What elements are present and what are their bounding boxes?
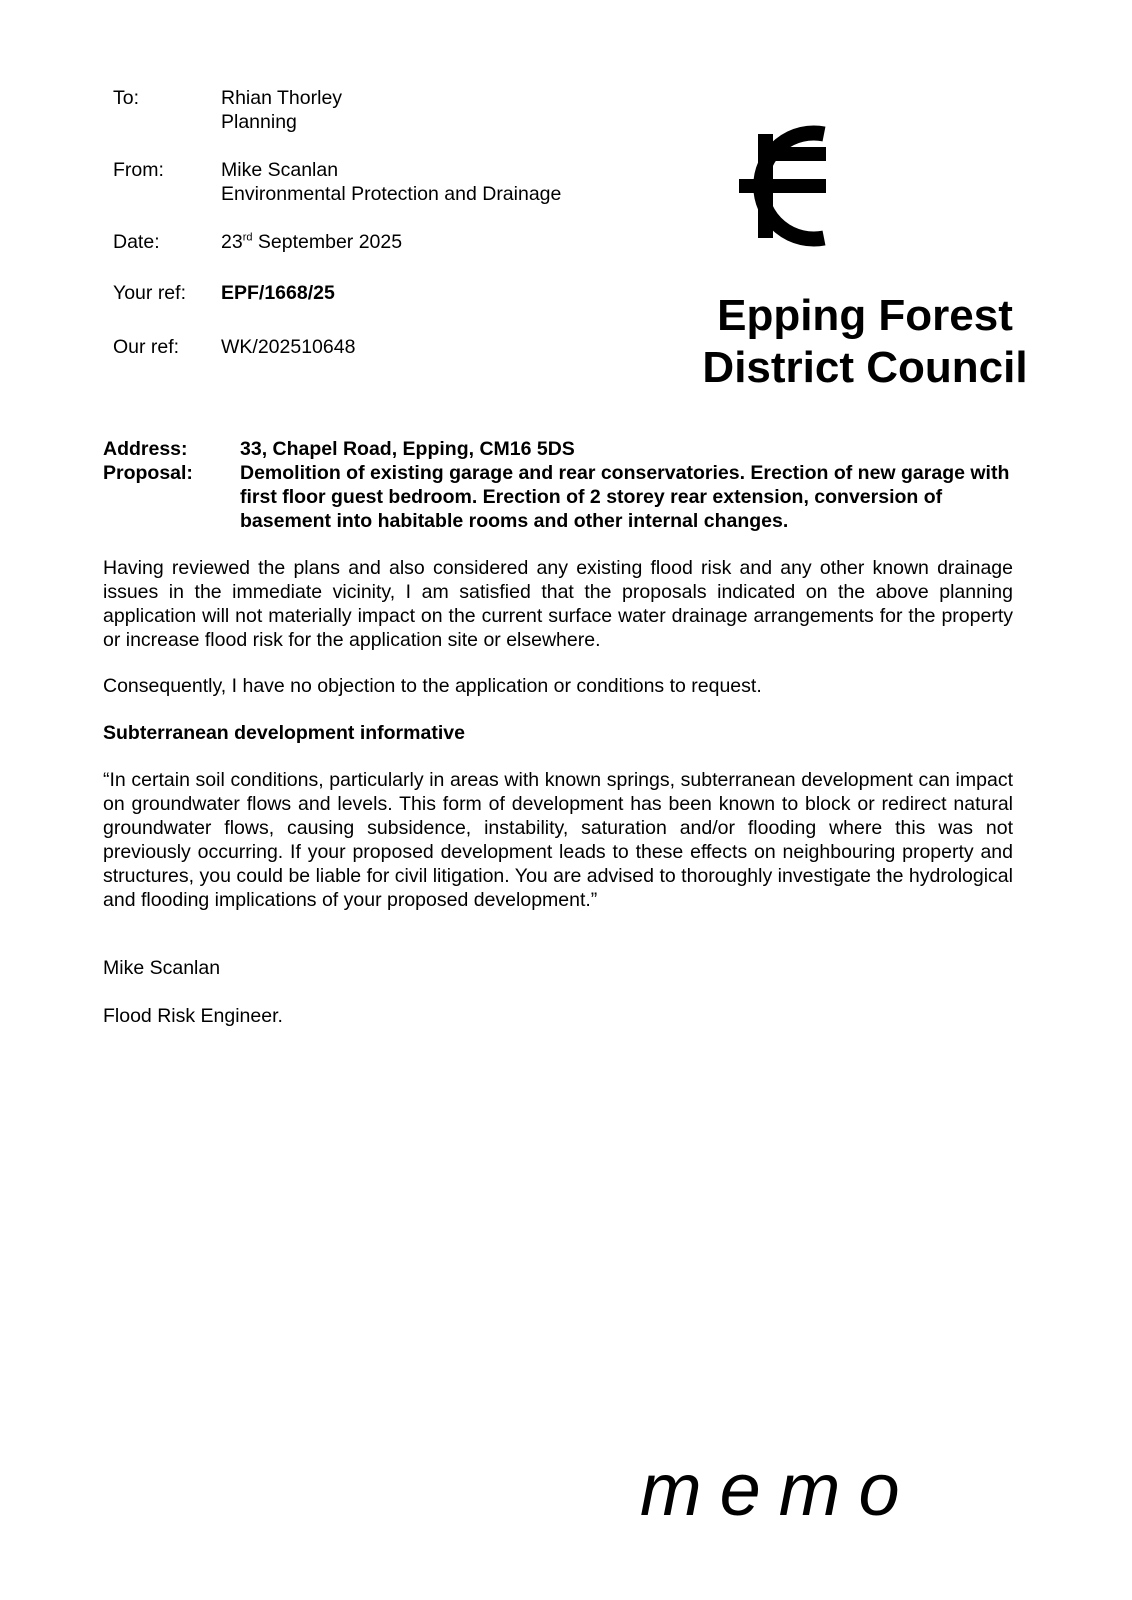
- informative-heading: Subterranean development informative: [103, 722, 465, 744]
- memo-wordmark: memo: [640, 1448, 918, 1531]
- from-name: Mike Scanlan: [221, 159, 339, 181]
- address-value: 33, Chapel Road, Epping, CM16 5DS: [240, 438, 575, 460]
- date-suffix: rd: [242, 231, 253, 244]
- to-name: Rhian Thorley: [221, 87, 343, 109]
- address-label: Address:: [103, 438, 188, 460]
- your-ref-value: EPF/1668/25: [221, 282, 335, 304]
- to-dept: Planning: [221, 111, 297, 133]
- proposal-value: Demolition of existing garage and rear conservatories. Erection of new garage with first floor guest bedroom. Erection of 2 storey rear extension, conversion of basement into habitable rooms and other internal changes.: [240, 462, 1010, 532]
- date-rest: September 2025: [252, 231, 403, 253]
- organisation-name-line1: Epping Forest: [717, 291, 1013, 340]
- our-ref-value: WK/202510648: [221, 336, 356, 358]
- date-value: [221, 230, 402, 254]
- organisation-name: [690, 290, 1040, 394]
- proposal-label: Proposal:: [103, 462, 193, 484]
- conclusion-paragraph: Consequently, I have no objection to the application or conditions to request.: [103, 675, 762, 697]
- from-dept: Environmental Protection and Drainage: [221, 183, 562, 205]
- informative-text: “In certain soil conditions, particularly in areas with known springs, subterranean development can impact on groundwater flows and levels. This form of development has been known to block or redirect natural groundwater flows, causing subsidence, instability, saturation and/or flooding where this was not previously occurring. If your proposed development leads to these effects on neighbouring property and structures, you could be liable for civil litigation. You are advised to thoroughly investigate the hydrological and flooding implications of your proposed development.”: [103, 769, 1013, 911]
- signature-name: Mike Scanlan: [103, 957, 221, 979]
- organisation-name-line2: District Council: [702, 343, 1028, 392]
- your-ref-label: Your ref:: [113, 282, 186, 304]
- efdc-logo-icon: [714, 118, 832, 254]
- from-label: From:: [113, 159, 164, 181]
- our-ref-label: Our ref:: [113, 336, 180, 358]
- date-label: Date:: [113, 231, 160, 253]
- date-day: 23: [221, 231, 243, 253]
- to-label: To:: [113, 87, 140, 109]
- assessment-paragraph: Having reviewed the plans and also considered any existing flood risk and any other known drainage issues in the immediate vicinity, I am satisfied that the proposals indicated on the above planning application will not materially impact on the current surface water drainage arrangements for the property or increase flood risk for the application site or elsewhere.: [103, 557, 1013, 651]
- signature-title: Flood Risk Engineer.: [103, 1005, 283, 1027]
